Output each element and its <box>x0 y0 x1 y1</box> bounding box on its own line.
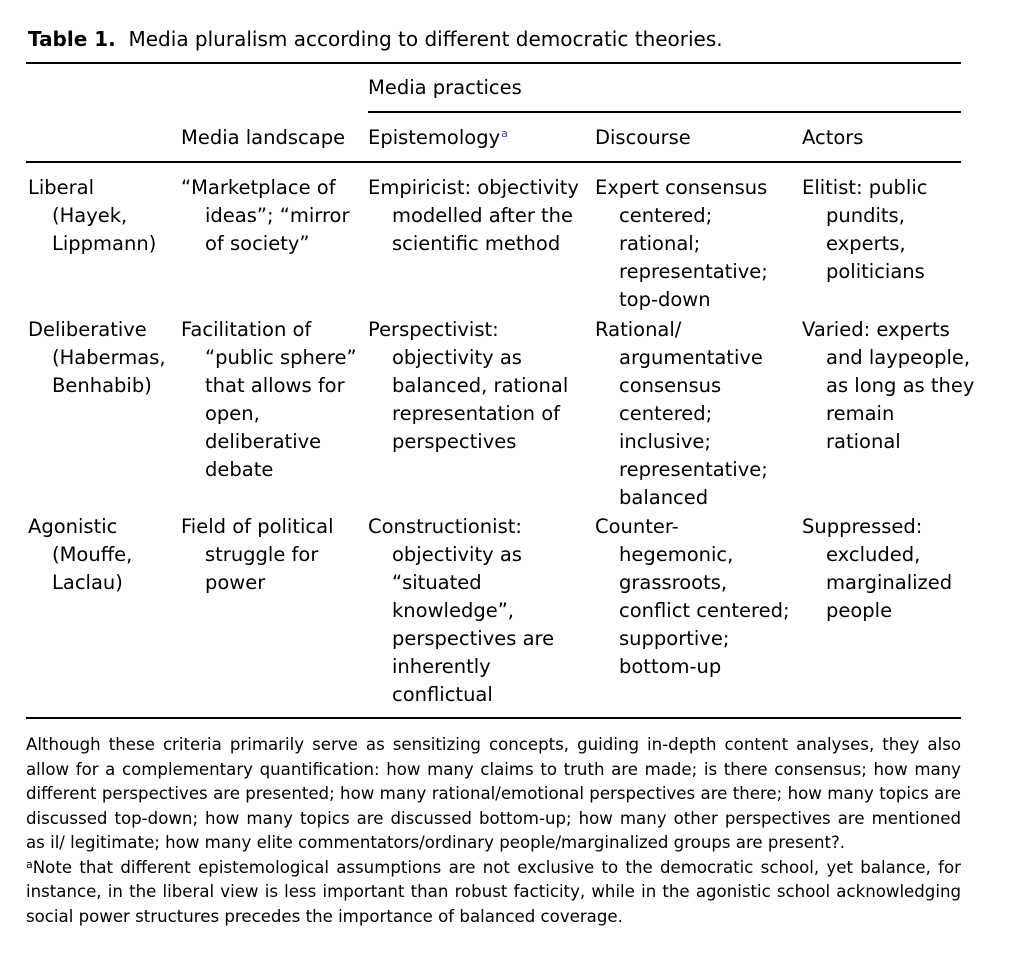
cell-line: (Habermas, <box>52 346 166 369</box>
group-rule <box>368 111 961 113</box>
cell-line: modelled after the <box>392 204 574 227</box>
cell-line: Rational/ <box>595 318 682 341</box>
cell-line: hegemonic, <box>619 543 734 566</box>
table-label: Table 1. <box>28 27 116 51</box>
cell-line: argumentative <box>619 346 763 369</box>
epistemology-cell <box>368 174 579 258</box>
table-note-text: Although these criteria primarily serve as sensitizing concepts, guiding in-depth content analyses, they also allow for a complementary quantification: how many claims to truth are made; is there consensus; how many different perspectives are presented; how many rational/emotional perspectives are there; how many topics are discussed top-down; how many topics are discussed bottom-up; how many other perspectives are mentioned as il/ legitimate; how many elite commentators/ordinary people/marginalized groups are present?. <box>26 735 961 852</box>
cell-line: marginalized <box>826 571 953 594</box>
theory-cell <box>28 316 166 400</box>
cell-line: centered; <box>619 402 713 425</box>
cell-line: Laclau) <box>52 571 123 594</box>
cell-line: power <box>205 571 266 594</box>
cell-line: Elitist: public <box>802 176 928 199</box>
cell-line: balanced, rational <box>392 374 569 397</box>
discourse-cell <box>595 513 790 681</box>
cell-line: excluded, <box>826 543 921 566</box>
cell-line: balanced <box>619 486 709 509</box>
epistemology-cell <box>368 316 568 456</box>
cell-line: Facilitation of <box>181 318 312 341</box>
cell-line: Perspectivist: <box>368 318 499 341</box>
cell-line: “Marketplace of <box>181 176 336 199</box>
cell-line: conflict centered; <box>619 599 790 622</box>
cell-line: pundits, <box>826 204 905 227</box>
cell-line: representative; <box>619 260 768 283</box>
cell-line: and laypeople, <box>826 346 971 369</box>
cell-line: perspectives are <box>392 627 555 650</box>
cell-line: ideas”; “mirror <box>205 204 350 227</box>
actors-cell <box>802 316 974 456</box>
header-group-media-practices: Media practices <box>368 76 522 99</box>
landscape-cell <box>181 316 357 484</box>
top-rule <box>26 62 961 64</box>
cell-line: scientific method <box>392 232 561 255</box>
cell-line: Benhabib) <box>52 374 152 397</box>
landscape-cell <box>181 513 334 597</box>
cell-line: representative; <box>619 458 768 481</box>
cell-line: consensus <box>619 374 722 397</box>
cell-line: “situated <box>392 571 482 594</box>
footnote-a-text: Note that different epistemological assumptions are not exclusive to the democratic school, yet balance, for instance, in the liberal view is less important than robust facticity, while in the agonistic school acknowledging social power structures precedes the importance of balanced coverage. <box>26 857 961 926</box>
cell-line: Suppressed: <box>802 515 923 538</box>
cell-line: (Mouffe, <box>52 543 133 566</box>
cell-line: rational; <box>619 232 701 255</box>
cell-line: Constructionist: <box>368 515 522 538</box>
cell-line: grassroots, <box>619 571 728 594</box>
cell-line: politicians <box>826 260 925 283</box>
cell-line: knowledge”, <box>392 599 514 622</box>
theory-cell <box>28 174 156 258</box>
cell-line: open, <box>205 402 260 425</box>
footnote-marker-a[interactable]: a <box>501 127 508 140</box>
cell-line: Lippmann) <box>52 232 157 255</box>
header-actors: Actors <box>802 126 864 149</box>
cell-line: experts, <box>826 232 906 255</box>
cell-line: bottom-up <box>619 655 722 678</box>
cell-line: deliberative <box>205 430 322 453</box>
cell-line: debate <box>205 458 274 481</box>
cell-line: of society” <box>205 232 310 255</box>
cell-line: inherently <box>392 655 491 678</box>
cell-line: representation of <box>392 402 561 425</box>
cell-line: Field of political <box>181 515 334 538</box>
cell-line: struggle for <box>205 543 319 566</box>
epistemology-cell <box>368 513 554 709</box>
cell-line: Varied: experts <box>802 318 950 341</box>
footnote-a <box>26 856 961 930</box>
cell-line: remain <box>826 402 895 425</box>
actors-cell <box>802 174 927 286</box>
discourse-cell <box>595 316 768 512</box>
cell-line: Liberal <box>28 176 95 199</box>
cell-line: Agonistic <box>28 515 118 538</box>
cell-line: perspectives <box>392 430 517 453</box>
cell-line: supportive; <box>619 627 730 650</box>
table-caption <box>28 24 723 54</box>
table-title: Media pluralism according to different democratic theories. <box>128 27 723 51</box>
header-discourse: Discourse <box>595 126 691 149</box>
cell-line: top-down <box>619 288 711 311</box>
table-note <box>26 733 961 929</box>
cell-line: as long as they <box>826 374 975 397</box>
actors-cell <box>802 513 952 625</box>
header-rule <box>26 161 961 163</box>
theory-cell <box>28 513 132 597</box>
cell-line: inclusive; <box>619 430 711 453</box>
header-epistemology: Epistemology$^a$ <box>368 126 508 149</box>
landscape-cell <box>181 174 350 258</box>
footnote-a-marker: a <box>26 857 33 871</box>
cell-line: Counter- <box>595 515 679 538</box>
cell-line: that allows for <box>205 374 345 397</box>
cell-line: (Hayek, <box>52 204 128 227</box>
cell-line: conflictual <box>392 683 493 706</box>
cell-line: rational <box>826 430 901 453</box>
cell-line: “public sphere” <box>205 346 357 369</box>
cell-line: Expert consensus <box>595 176 768 199</box>
cell-line: objectivity as <box>392 346 522 369</box>
bottom-rule <box>26 717 961 719</box>
cell-line: objectivity as <box>392 543 522 566</box>
header-media-landscape: Media landscape <box>181 126 346 149</box>
cell-line: people <box>826 599 893 622</box>
cell-line: centered; <box>619 204 713 227</box>
cell-line: Deliberative <box>28 318 147 341</box>
cell-line: Empiricist: objectivity <box>368 176 579 199</box>
discourse-cell <box>595 174 768 314</box>
